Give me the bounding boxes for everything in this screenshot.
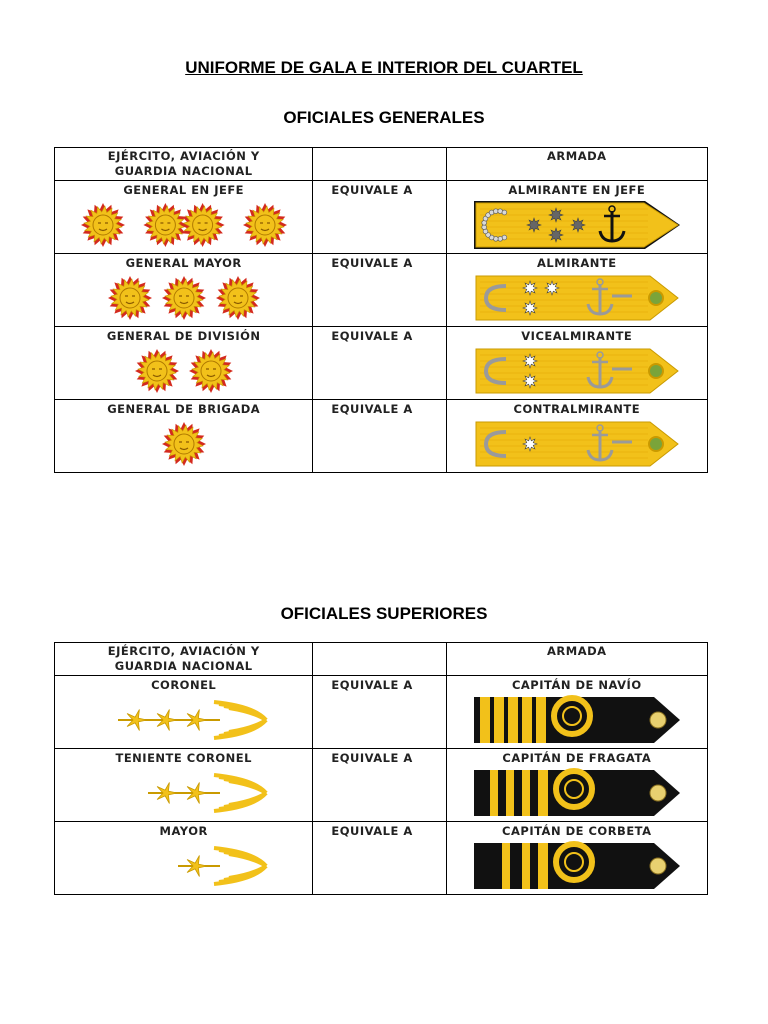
- button-icon: [650, 858, 666, 874]
- navy-star-icon: [523, 374, 537, 388]
- gold-stars-insignia: [79, 840, 289, 892]
- table-header-row: [55, 643, 708, 676]
- equivale-label: EQUIVALE A: [331, 329, 413, 343]
- gold-stripe: [494, 697, 504, 743]
- button-icon: [649, 437, 663, 451]
- navy-star-icon: [523, 281, 537, 295]
- gold-board-shape: [476, 276, 678, 320]
- black-shoulder-board: [472, 767, 682, 819]
- gold-stripe: [480, 697, 490, 743]
- gold-stripe: [490, 770, 498, 816]
- section-title-superiores: OFICIALES SUPERIORES: [280, 604, 488, 623]
- gold-stripe: [506, 770, 514, 816]
- table-row: [55, 181, 708, 254]
- navy-rank-label: CAPITÁN DE NAVÍO: [511, 678, 642, 692]
- navy-rank-label: VICEALMIRANTE: [521, 329, 633, 343]
- sun-icon: [189, 349, 233, 393]
- gold-stripe: [536, 697, 546, 743]
- table-oficiales-generales: [54, 147, 708, 473]
- army-rank-label: MAYOR: [159, 824, 208, 838]
- button-icon: [650, 712, 666, 728]
- header-navy: ARMADA: [446, 148, 707, 181]
- gold-board-shape: [476, 349, 678, 393]
- navy-rank-label: CAPITÁN DE CORBETA: [502, 824, 652, 838]
- black-shoulder-board: [472, 840, 682, 892]
- button-icon: [649, 364, 663, 378]
- sun-icon: [243, 203, 287, 247]
- header-army: [55, 643, 313, 676]
- army-rank-label: GENERAL DE DIVISIÓN: [106, 329, 261, 343]
- gold-stripe: [522, 843, 530, 889]
- sun-insignia-group: [59, 199, 309, 251]
- header-army-line1: EJÉRCITO, AVIACIÓN Y: [107, 644, 260, 658]
- navy-rank-label: ALMIRANTE: [537, 256, 617, 270]
- navy-star-icon: [571, 218, 585, 232]
- navy-rank-label: CONTRALMIRANTE: [513, 402, 641, 416]
- sun-icon: [135, 349, 179, 393]
- table-row: [55, 254, 708, 327]
- button-icon: [650, 785, 666, 801]
- gold-wings-icon: [214, 848, 266, 884]
- table-row: [55, 400, 708, 473]
- header-army-line2: GUARDIA NACIONAL: [114, 659, 253, 673]
- navy-star-icon: [549, 208, 563, 222]
- header-empty: [313, 643, 446, 676]
- header-army: [55, 148, 313, 181]
- equivale-label: EQUIVALE A: [331, 678, 413, 692]
- table-oficiales-superiores: [54, 642, 708, 895]
- sun-insignia-group: [59, 418, 309, 470]
- army-rank-label: GENERAL EN JEFE: [123, 183, 245, 197]
- army-rank-label: CORONEL: [151, 678, 217, 692]
- sun-icon: [108, 276, 152, 320]
- equivale-label: EQUIVALE A: [331, 402, 413, 416]
- sun-icon: [180, 203, 224, 247]
- sun-insignia-group: [59, 272, 309, 324]
- navy-rank-label: CAPITÁN DE FRAGATA: [502, 751, 652, 765]
- black-shoulder-board: [472, 694, 682, 746]
- gold-stars-insignia: [79, 767, 289, 819]
- equivale-label: EQUIVALE A: [331, 183, 413, 197]
- gold-wings-icon: [214, 702, 266, 738]
- gold-stripe: [522, 770, 530, 816]
- gold-wings-icon: [214, 775, 266, 811]
- sun-icon: [81, 203, 125, 247]
- gold-shoulder-board: [472, 345, 682, 395]
- navy-star-icon: [549, 228, 563, 242]
- gold-stripe: [538, 770, 548, 816]
- table-row: [55, 676, 708, 749]
- section-title-generales: OFICIALES GENERALES: [283, 108, 485, 127]
- gold-stripe: [502, 843, 510, 889]
- army-rank-label: GENERAL DE BRIGADA: [107, 402, 261, 416]
- equivale-label: EQUIVALE A: [331, 751, 413, 765]
- equivale-label: EQUIVALE A: [331, 256, 413, 270]
- sun-icon: [216, 276, 260, 320]
- sun-insignia-group: [59, 345, 309, 397]
- gold-shoulder-board: [472, 418, 682, 468]
- equivale-label: EQUIVALE A: [331, 824, 413, 838]
- army-rank-label: TENIENTE CORONEL: [115, 751, 252, 765]
- navy-star-icon: [523, 437, 537, 451]
- navy-rank-label: ALMIRANTE EN JEFE: [508, 183, 646, 197]
- table-row: [55, 749, 708, 822]
- table-header-row: [55, 148, 708, 181]
- header-navy: ARMADA: [446, 643, 707, 676]
- document-title: UNIFORME DE GALA E INTERIOR DEL CUARTEL: [185, 58, 583, 77]
- sun-icon: [162, 276, 206, 320]
- navy-star-icon: [527, 218, 541, 232]
- gold-stars-insignia: [79, 694, 289, 746]
- army-rank-label: GENERAL MAYOR: [125, 256, 242, 270]
- navy-star-icon: [523, 354, 537, 368]
- sun-icon: [162, 422, 206, 466]
- button-icon: [649, 291, 663, 305]
- header-army-line1: EJÉRCITO, AVIACIÓN Y: [107, 149, 260, 163]
- gold-shoulder-board: [472, 272, 682, 322]
- gold-shoulder-board: [472, 199, 682, 249]
- gold-board-shape: [476, 422, 678, 466]
- header-army-line2: GUARDIA NACIONAL: [114, 164, 253, 178]
- navy-star-icon: [545, 281, 559, 295]
- table-row: [55, 822, 708, 895]
- navy-star-icon: [523, 301, 537, 315]
- table-row: [55, 327, 708, 400]
- gold-stripe: [522, 697, 532, 743]
- gold-stripe: [508, 697, 518, 743]
- gold-stripe: [538, 843, 548, 889]
- header-empty: [313, 148, 446, 181]
